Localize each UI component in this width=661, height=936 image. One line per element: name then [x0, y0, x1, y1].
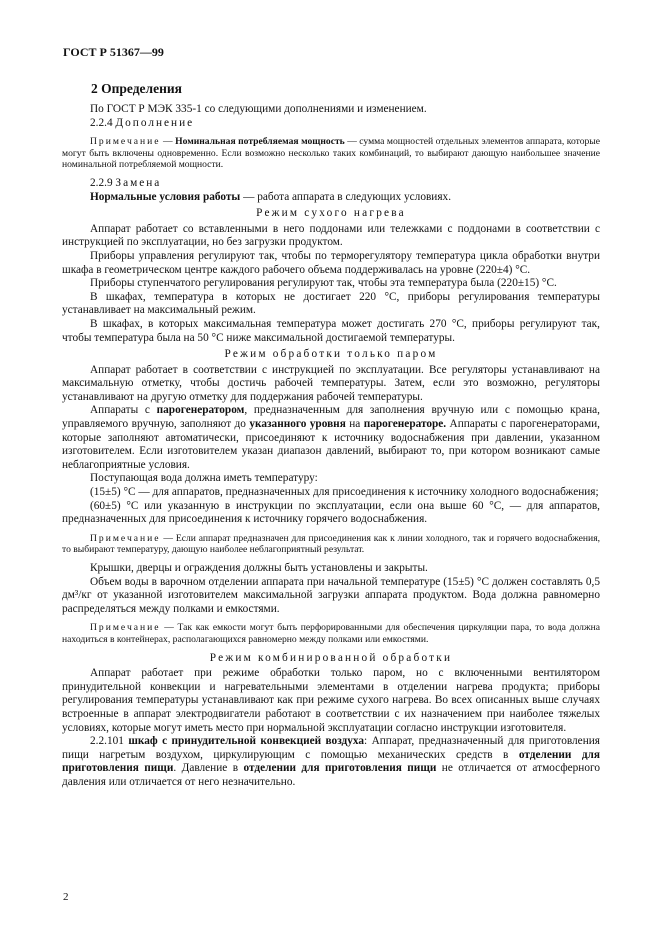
paragraph: Аппарат работает со вставленными в него поддонами или тележками с поддонами в соответствии с инструкцией по эксплуатации, но без загрузки продуктом. — [62, 222, 600, 249]
document-body — [62, 103, 600, 790]
text-run: Аппараты с — [90, 404, 157, 417]
clause-type: Замена — [115, 176, 162, 189]
note — [62, 533, 600, 556]
paragraph: Аппарат работает при режиме обработки только паром, но с включенными вентилятором принудительной конвекции и нагревательными элементами в отделении нагрева продукта; приборы регулирования температуры устанавливают как при режиме сухого нагрева. Во всех описанных выше случаях встроенные в аппарат электродвигатели работают в соответствии с их назначением при наиболее тяжелых условиях, которые могут иметь место при нормальной эксплуатации согласно инструкции изготовителя. — [62, 667, 600, 734]
note-text: — Если аппарат предназначен для присоединения как к линии холодного, так и горячего водоснабжения, то выбирают температуру, дающую наиболее неблагоприятный результат. — [62, 532, 600, 556]
note-label: Примечание — [90, 622, 161, 634]
clause-number: 2.2.4 — [90, 116, 113, 129]
paragraph: Приборы ступенчатого регулирования регулируют так, чтобы эта температура была (220±15) °С. — [90, 277, 557, 290]
clause-heading — [62, 117, 600, 131]
paragraph: В шкафах, в которых максимальная температура может достигать 270 °С, приборы регулируют так, чтобы температура была на 50 °С ниже максимальной достигаемой температуры. — [62, 317, 600, 344]
definition — [62, 735, 600, 789]
note-dash: — — [160, 136, 176, 148]
note-text: — Так как емкости могут быть перфорированными для обеспечения циркуляции пара, то вода должна находиться в контейнерах, располагающихся равномерно между полками или емкостями. — [62, 622, 600, 645]
clause-number: 2.2.101 — [90, 735, 129, 748]
note — [62, 136, 600, 171]
subsection-title: Режим обработки только паром — [224, 348, 438, 361]
clause-number: 2.2.9 — [90, 176, 113, 189]
term: отделении для приготовления пищи — [243, 762, 437, 775]
document-header: ГОСТ Р 51367—99 — [63, 45, 164, 59]
paragraph: В шкафах, температура в которых не достигает 220 °С, приборы регулирования температуры устанавливает на максимальный режим. — [62, 290, 600, 317]
term: Нормальные условия работы — [90, 190, 241, 203]
subsection-title: Режим комбинированной обработки — [209, 651, 453, 664]
note-label: Примечание — [90, 136, 161, 148]
term: отделении для приготовления пищи — [62, 748, 600, 775]
text-run: не отличается от атмосферного давления или отличается от него незначительно. — [62, 762, 600, 788]
paragraph: Аппарат работает в соответствии с инструкцией по эксплуатации. Все регуляторы устанавливают на максимальную отметку, чтобы достичь рабочей температуры. Затем, если это возможно, регуляторы устанавливают на другую отметку для поддержания рабочей температуры. — [62, 363, 600, 403]
paragraph: Приборы управления регулируют так, чтобы по терморегулятору температура цикла обработки внутри шкафа в геометрическом центре каждого рабочего объема поддерживалась на уровне (220±4) °С. — [62, 249, 600, 276]
term: Номинальная потребляемая мощность — [175, 136, 345, 148]
paragraph: Крышки, дверцы и ограждения должны быть установлены и закрыты. — [90, 562, 428, 574]
page-number: 2 — [63, 891, 69, 903]
note — [62, 622, 600, 645]
note-text: — сумма мощностей отдельных элементов аппарата, которые могут быть включены одновременно. Если возможно несколько таких комбинаций, то выбирают дающую наибольшее значение номинальной потребляемой мощности. — [62, 136, 600, 171]
term: указанного уровня — [249, 418, 346, 431]
paragraph: (60±5) °С или указанную в инструкции по эксплуатации, если она выше 60 °С, — для аппаратов, предназначенных для присоединения к источнику горячего водоснабжения. — [62, 499, 600, 526]
text-run: на — [345, 418, 364, 431]
section-title: 2 Определения — [91, 81, 182, 96]
paragraph — [62, 404, 600, 472]
subsection-title: Режим сухого нагрева — [256, 207, 406, 220]
text-run: . Давление в — [173, 762, 244, 775]
clause-heading — [62, 177, 600, 191]
paragraph: Поступающая вода должна иметь температуру: — [90, 472, 318, 485]
paragraph: По ГОСТ Р МЭК 335-1 со следующими дополнениями и изменением. — [90, 103, 427, 115]
term: парогенератором — [156, 404, 245, 417]
term: парогенераторе. — [363, 418, 447, 431]
clause-type: Дополнение — [115, 116, 195, 129]
text-run: Аппараты с парогенераторами, которые заполняют автоматически, присоединяют к источнику водоснабжения при давлении, указанном изготовителем. Если изготовителем указан диапазон давлений, выбирают то, при котором возникают самые неблагоприятные условия. — [62, 418, 600, 471]
text-run: , предназначенным для заполнения вручную или с помощью крана, управляемого вручную, заполняют до — [62, 404, 600, 431]
paragraph: (15±5) °С — для аппаратов, предназначенных для присоединения к источнику холодного водоснабжения; — [90, 486, 599, 499]
term: шкаф с принудительной конвекцией воздуха — [128, 735, 365, 748]
definition-text: — работа аппарата в следующих условиях. — [240, 190, 452, 203]
text-run: : Аппарат, предназначенный для приготовления пищи нагретым воздухом, циркулирующим с помощью механических средств в — [62, 735, 600, 761]
definition — [62, 191, 600, 205]
note-label: Примечание — [90, 532, 161, 544]
paragraph: Объем воды в варочном отделении аппарата при начальной температуре (15±5) °С должен составлять 0,5 дм³/кг от указанной изготовителем максимальной загрузки аппарата продуктом. Вода должна равномерно распределяться между полками и емкостями. — [62, 575, 600, 615]
